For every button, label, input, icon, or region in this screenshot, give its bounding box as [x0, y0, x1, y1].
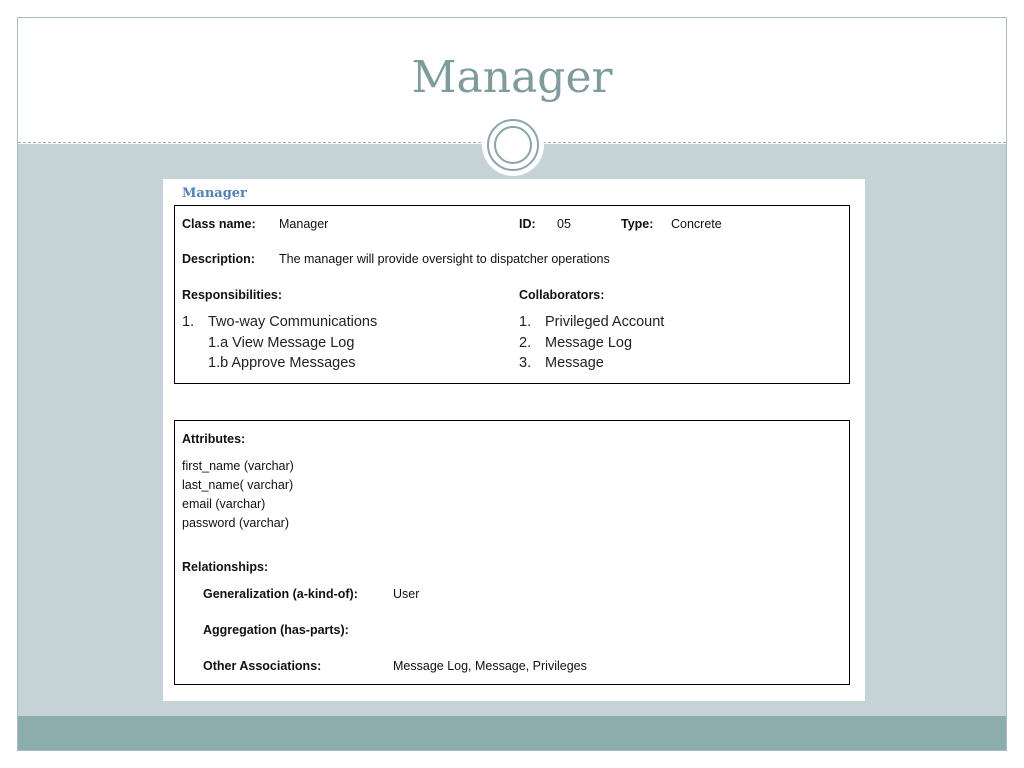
class-card [174, 205, 850, 384]
class-name-value: Manager [279, 217, 329, 231]
responsibility-number: 1. [182, 314, 195, 330]
collaborator-number: 2. [519, 335, 532, 351]
relationships-label: Relationships: [182, 560, 269, 574]
attributes-card [174, 420, 850, 685]
id-label: ID: [519, 217, 536, 231]
type-label: Type: [621, 217, 654, 231]
ornament-inner-ring [494, 126, 532, 164]
collaborators-label: Collaborators: [519, 288, 605, 302]
attributes-label: Attributes: [182, 432, 246, 446]
ornament-ring [487, 119, 539, 171]
aggregation-label: Aggregation (has-parts): [203, 623, 349, 637]
responsibility-item: 1.a View Message Log [208, 335, 355, 351]
generalization-label: Generalization (a-kind-of): [203, 587, 358, 601]
description-label: Description: [182, 252, 255, 266]
attribute-item: email (varchar) [182, 497, 266, 511]
bottom-band [18, 716, 1006, 751]
id-value: 05 [557, 217, 571, 231]
other-associations-label: Other Associations: [203, 659, 322, 673]
type-value: Concrete [671, 217, 722, 231]
crc-card-document [163, 179, 865, 701]
responsibilities-label: Responsibilities: [182, 288, 283, 302]
collaborator-item: Message [545, 355, 604, 371]
description-value: The manager will provide oversight to dispatcher operations [279, 252, 610, 266]
circle-ornament-icon [482, 114, 544, 176]
responsibility-item: 1.b Approve Messages [208, 355, 356, 371]
class-name-label: Class name: [182, 217, 256, 231]
other-associations-value: Message Log, Message, Privileges [393, 659, 587, 673]
collaborator-number: 3. [519, 355, 532, 371]
attribute-item: first_name (varchar) [182, 459, 294, 473]
collaborator-item: Privileged Account [545, 314, 665, 330]
responsibility-item: Two-way Communications [208, 314, 378, 330]
slide-title: Manager [411, 52, 613, 103]
collaborator-number: 1. [519, 314, 532, 330]
slide [17, 17, 1007, 751]
collaborator-item: Message Log [545, 335, 633, 351]
attribute-item: last_name( varchar) [182, 478, 294, 492]
attribute-item: password (varchar) [182, 516, 289, 530]
generalization-value: User [393, 587, 420, 601]
document-heading: Manager [182, 186, 247, 201]
